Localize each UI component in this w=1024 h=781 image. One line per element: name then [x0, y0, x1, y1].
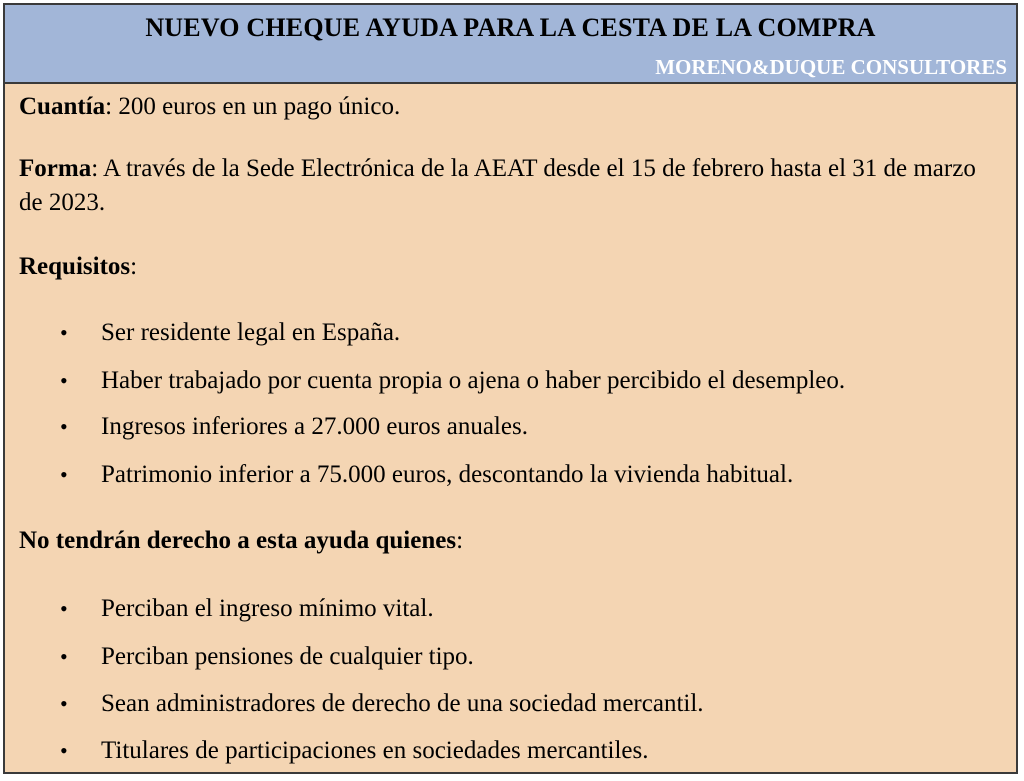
forma-label: Forma: [19, 155, 92, 182]
bullet-icon: •: [60, 368, 68, 393]
cuantia-paragraph: [19, 90, 998, 124]
content-body: [5, 84, 1016, 772]
list-item: [5, 458, 1016, 494]
cuantia-label: Cuantía: [19, 93, 106, 120]
bullet-icon: •: [60, 414, 68, 439]
bullet-icon: •: [60, 691, 68, 716]
list-item-text: Ingresos inferiores a 27.000 euros anuales.: [101, 413, 528, 440]
company-name: MORENO&DUQUE CONSULTORES: [655, 55, 1007, 79]
list-item-text: Patrimonio inferior a 75.000 euros, descontando la vivienda habitual.: [101, 461, 794, 488]
list-item: [5, 687, 1016, 723]
bullet-icon: •: [60, 644, 68, 669]
header-band: [5, 5, 1016, 84]
list-item-text: Sean administradores de derecho de una sociedad mercantil.: [101, 690, 704, 717]
list-item-text: Titulares de participaciones en sociedades mercantiles.: [101, 737, 649, 764]
requisitos-label: Requisitos: [19, 253, 131, 280]
requisitos-colon: :: [130, 253, 138, 280]
requisitos-heading: [19, 250, 998, 284]
list-item: [5, 316, 1016, 352]
list-item-text: Perciban el ingreso mínimo vital.: [101, 595, 434, 622]
info-box: [3, 3, 1018, 774]
exclusiones-colon: :: [456, 527, 464, 554]
cuantia-text: : 200 euros en un pago único.: [105, 93, 401, 120]
forma-paragraph: [19, 152, 998, 220]
list-item-text: Haber trabajado por cuenta propia o ajena o haber percibido el desempleo.: [101, 367, 846, 394]
list-item-text: Ser residente legal en España.: [101, 319, 401, 346]
bullet-icon: •: [60, 738, 68, 763]
list-item-text: Perciban pensiones de cualquier tipo.: [101, 643, 474, 670]
page-title: NUEVO CHEQUE AYUDA PARA LA CESTA DE LA COMPRA: [145, 13, 876, 42]
list-item: [5, 592, 1016, 628]
bullet-icon: •: [60, 462, 68, 487]
list-item: [5, 410, 1016, 446]
bullet-icon: •: [60, 596, 68, 621]
list-item: [5, 640, 1016, 676]
list-item: [5, 734, 1016, 770]
exclusiones-heading: [19, 524, 998, 558]
list-item: [5, 364, 1016, 400]
forma-text: : A través de la Sede Electrónica de la AEAT desde el 15 de febrero hasta el 31 de marzo de 2023.: [19, 155, 976, 216]
bullet-icon: •: [60, 320, 68, 345]
exclusiones-label: No tendrán derecho a esta ayuda quienes: [19, 527, 457, 554]
